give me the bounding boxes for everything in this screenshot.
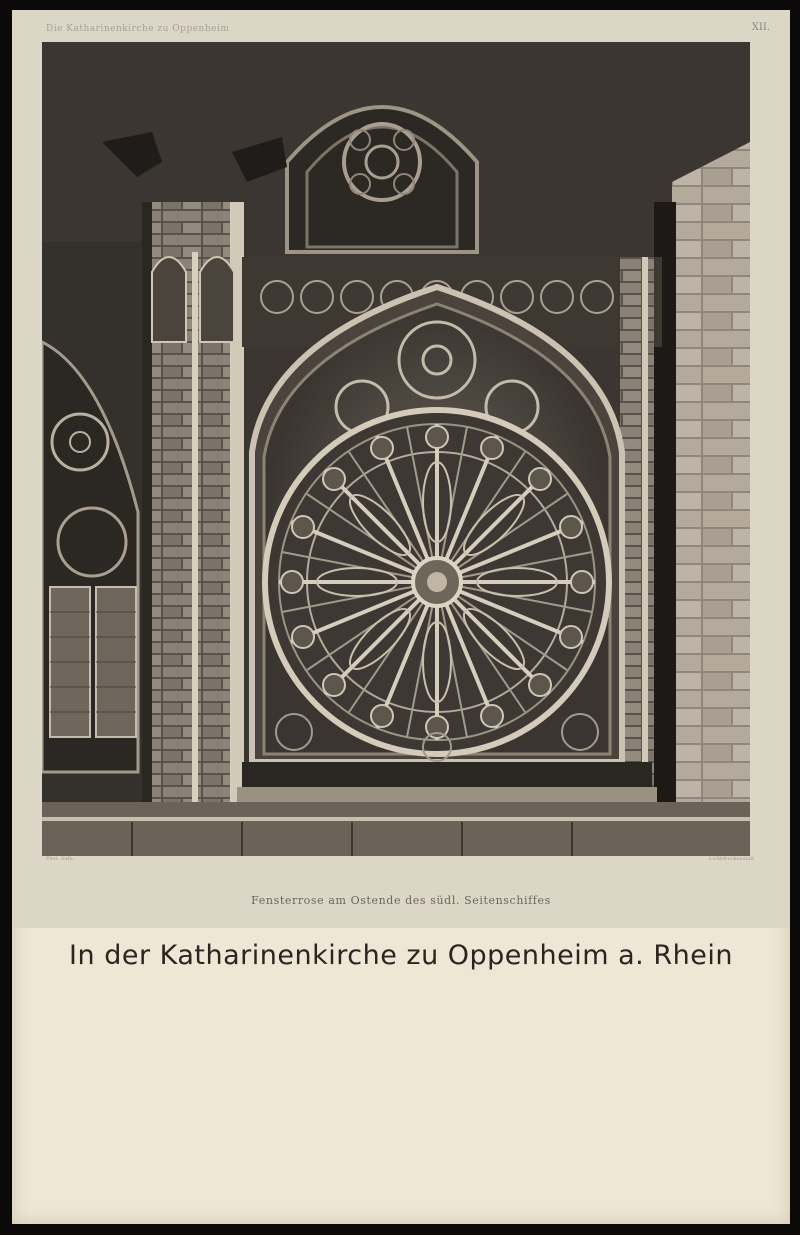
- postcard-title: In der Katharinenkirche zu Oppenheim a. Rhein: [69, 940, 733, 971]
- photo-credit-left: Phot. Aufn.: [46, 856, 75, 862]
- rose-window-illustration: [42, 42, 750, 856]
- plate-band: [12, 10, 790, 928]
- photo-caption: Fensterrose am Ostende des südl. Seitenschiffes: [251, 894, 551, 907]
- postcard: [12, 10, 790, 1224]
- header-small-text: Die Katharinenkirche zu Oppenheim: [46, 24, 230, 34]
- plate-number: XII.: [751, 22, 770, 33]
- rose-window-photo: [42, 42, 750, 856]
- photo-credit-right: Lichtdruckanstalt: [709, 856, 754, 862]
